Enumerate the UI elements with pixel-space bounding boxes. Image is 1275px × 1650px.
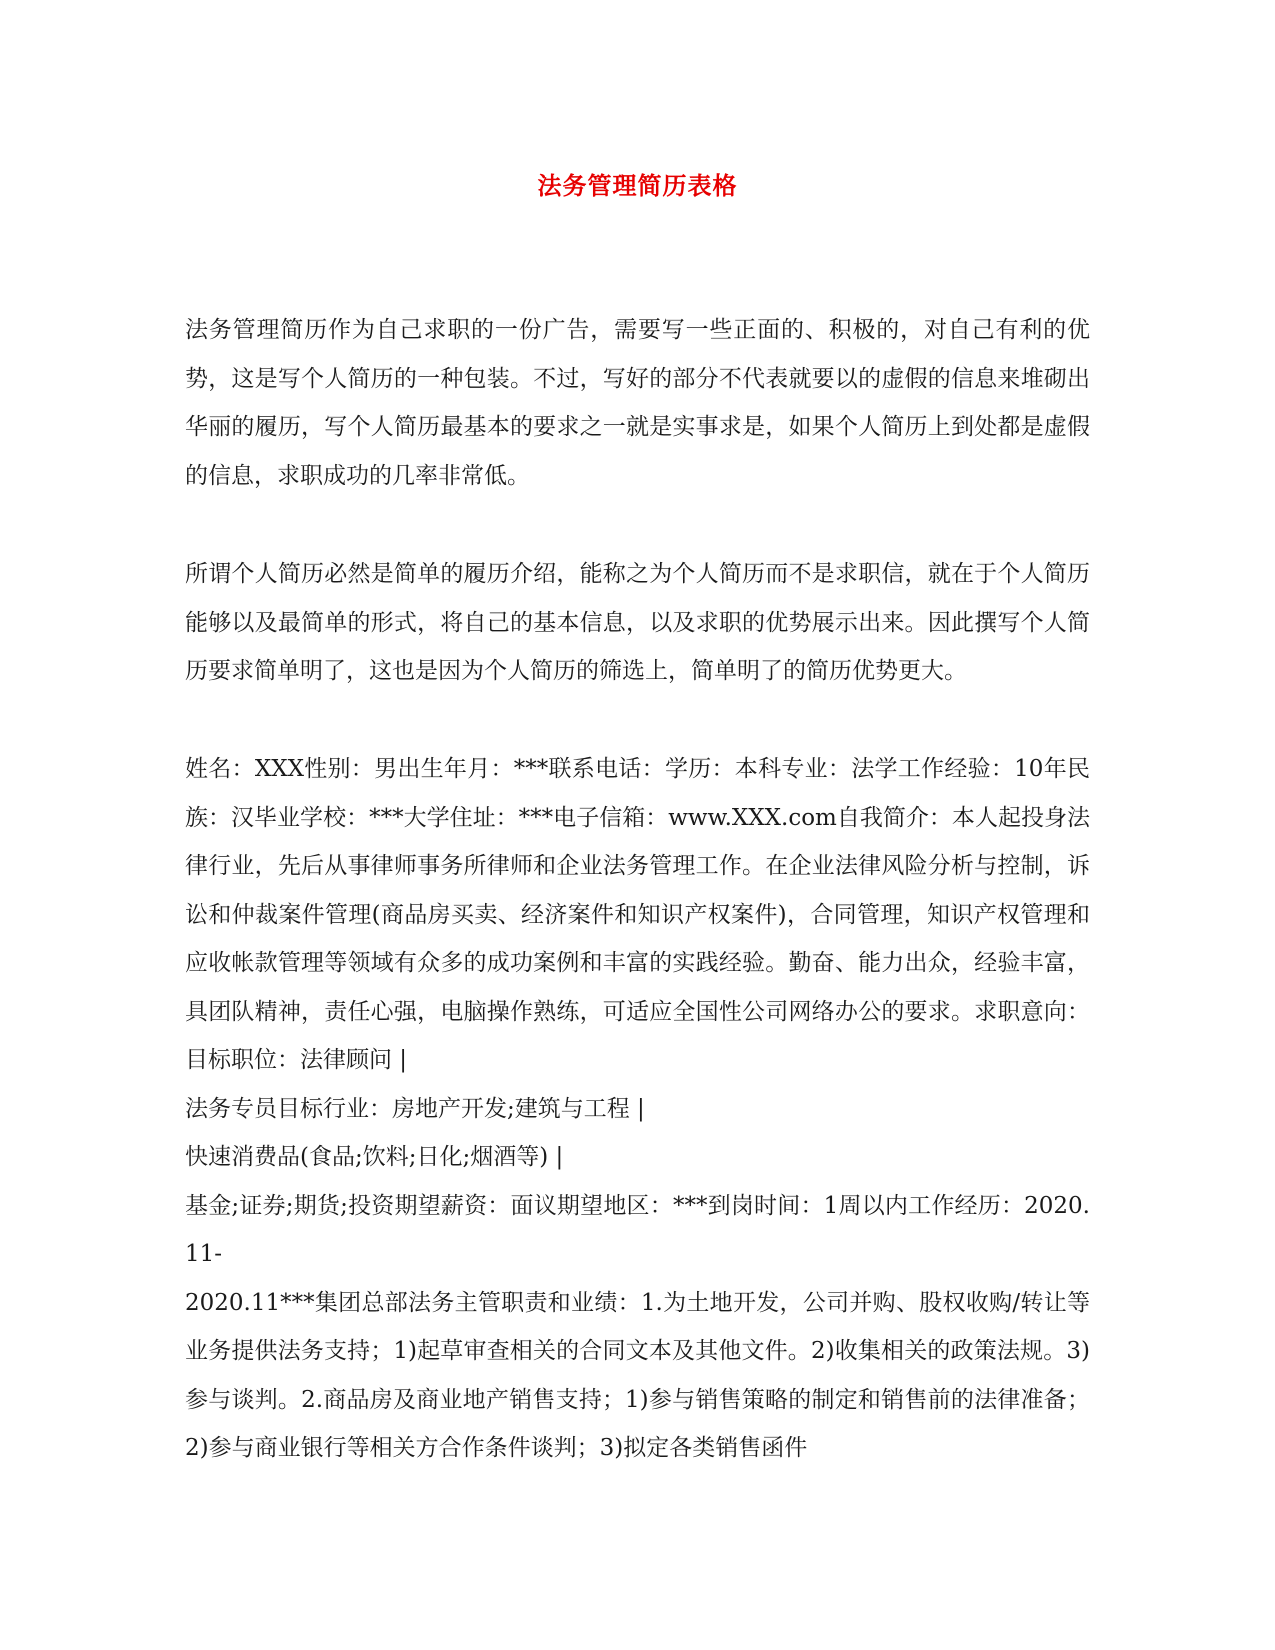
resume-definition-paragraph: 所谓个人简历必然是简单的履历介绍，能称之为个人简历而不是求职信，就在于个人简历能够以及最简单的形式，将自己的基本信息，以及求职的优势展示出来。因此撰写个人简历要求简单明了，这也是因为个人简历的筛选上，简单明了的简历优势更大。 xyxy=(185,561,1090,684)
resume-finance-and-experience: 基金;证券;期货;投资期望薪资：面议期望地区：***到岗时间：1周以内工作经历：2020.11- xyxy=(185,1192,1090,1267)
document-title: 法务管理简历表格 xyxy=(537,171,738,200)
resume-basic-info: 姓名：XXX性别：男出生年月：***联系电话：学历：本科专业：法学工作经验：10年民族：汉毕业学校：***大学住址：***电子信箱：www.XXX.com自我简介：本人起投身法律行业，先后从事律师事务所律师和企业法务管理工作。在企业法律风险分析与控制，诉讼和仲裁案件管理(商品房买卖、经济案件和知识产权案件)，合同管理，知识产权管理和应收帐款管理等领域有众多的成功案例和丰富的实践经验。勤奋、能力出众，经验丰富，具团队精神，责任心强，电脑操作熟练，可适应全国性公司网络办公的要求。求职意向：目标职位：法律顾问 | xyxy=(185,756,1090,1073)
resume-consumer-goods: 快速消费品(食品;饮料;日化;烟酒等) | xyxy=(185,1144,564,1170)
resume-target-industry: 法务专员目标行业：房地产开发;建筑与工程 | xyxy=(185,1095,645,1122)
resume-content xyxy=(185,745,1090,1473)
resume-work-history: 2020.11***集团总部法务主管职责和业绩：1.为土地开发，公司并购、股权收购/转让等业务提供法务支持；1)起草审查相关的合同文本及其他文件。2)收集相关的政策法规。3)参与谈判。2.商品房及商业地产销售支持；1)参与销售策略的制定和销售前的法律准备；2)参与商业银行等相关方合作条件谈判；3)拟定各类销售函件 xyxy=(185,1289,1090,1461)
intro-paragraph: 法务管理简历作为自己求职的一份广告，需要写一些正面的、积极的，对自己有利的优势，这是写个人简历的一种包装。不过，写好的部分不代表就要以的虚假的信息来堆砌出华丽的履历，写个人简历最基本的要求之一就是实事求是，如果个人简历上到处都是虚假的信息，求职成功的几率非常低。 xyxy=(185,317,1090,489)
